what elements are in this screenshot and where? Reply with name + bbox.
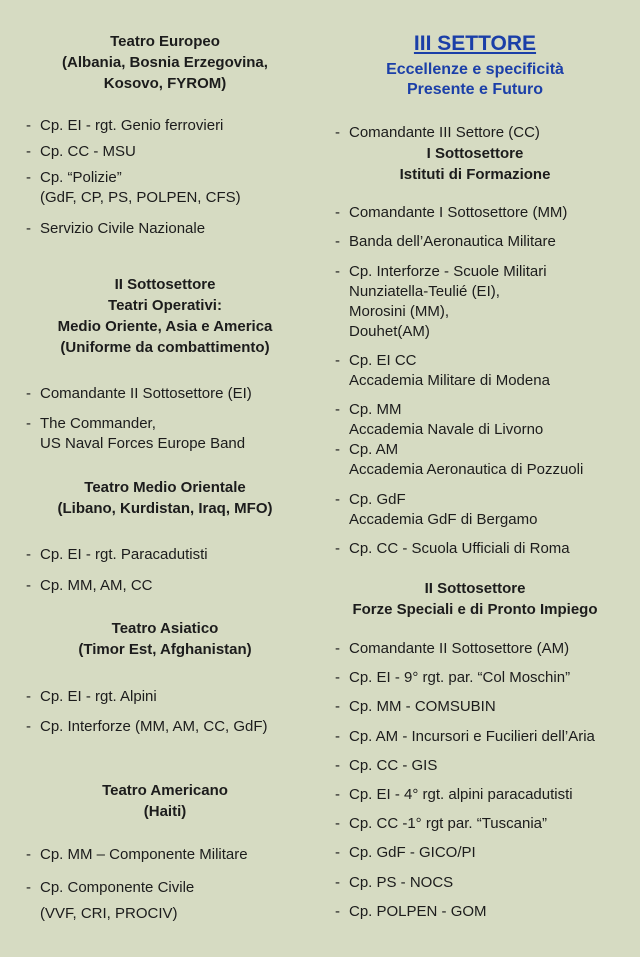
list-item: - Cp. EI - 4° rgt. alpini paracadutisti [335,785,573,805]
list-item: - Cp. CC -1° rgt par. “Tuscania” [335,814,547,834]
list-item: - Cp. EI - 9° rgt. par. “Col Moschin” [335,668,570,688]
list-item: - Cp. “Polizie” (GdF, CP, PS, POLPEN, CFS) [26,168,241,208]
list-item: - Cp. POLPEN - GOM [335,902,487,922]
list-item: - Cp. CC - GIS [335,756,437,776]
list-item: - Cp. MM – Componente Militare [26,845,248,865]
list-item: - Cp. MM Accademia Navale di Livorno [335,400,543,440]
list-item: - Cp. Componente Civile (VVF, CRI, PROCIV) [26,875,194,927]
settore-title: III SETTORE [413,32,537,55]
list-item: - Comandante III Settore (CC) [335,123,540,143]
list-item: - Cp. Interforze - Scuole Militari Nunziatella-Teulié (EI), Morosini (MM), Douhet(AM) [335,262,547,342]
teatro-europeo-heading: Teatro Europeo (Albania, Bosnia Erzegovina, Kosovo, FYROM) [62,33,268,92]
list-item: - Comandante I Sottosettore (MM) [335,203,567,223]
list-item: - Cp. EI - rgt. Alpini [26,687,157,707]
list-item: - Cp. AM Accademia Aeronautica di Pozzuoli [335,440,583,480]
list-item: - Cp. GdF Accademia GdF di Bergamo [335,490,537,530]
list-item: - Cp. AM - Incursori e Fucilieri dell’Aria [335,727,595,747]
i-sottosettore-heading: I Sottosettore Istituti di Formazione [399,145,551,183]
teatro-medio-orientale-heading: Teatro Medio Orientale (Libano, Kurdistan, Iraq, MFO) [57,479,273,517]
list-item: - Cp. EI - rgt. Genio ferrovieri [26,116,223,136]
settore-subtitle: Eccellenze e specificità Presente e Futuro [386,61,564,98]
list-item: - Banda dell’Aeronautica Militare [335,232,556,252]
list-item: - Comandante II Sottosettore (EI) [26,384,252,404]
list-item: - Cp. CC - MSU [26,142,136,162]
list-item: - Cp. EI - rgt. Paracadutisti [26,545,208,565]
list-item: - Cp. EI CC Accademia Militare di Modena [335,351,550,391]
teatro-asiatico-heading: Teatro Asiatico (Timor Est, Afghanistan) [78,620,252,658]
list-item: - Cp. Interforze (MM, AM, CC, GdF) [26,717,268,737]
list-item: - Cp. CC - Scuola Ufficiali di Roma [335,539,570,559]
list-item: - Cp. MM - COMSUBIN [335,697,496,717]
teatro-americano-heading: Teatro Americano (Haiti) [102,782,228,820]
ii-sottosettore-forze-heading: II Sottosettore Forze Speciali e di Pronto Impiego [352,580,598,618]
list-item: - Cp. MM, AM, CC [26,576,153,596]
ii-sottosettore-heading: II Sottosettore Teatri Operativi: Medio Oriente, Asia e America (Uniforme da combattimento) [57,276,273,356]
list-item: - Cp. PS - NOCS [335,873,453,893]
list-item: - Comandante II Sottosettore (AM) [335,639,569,659]
list-item: - The Commander, US Naval Forces Europe Band [26,414,245,454]
list-item: - Cp. GdF - GICO/PI [335,843,476,863]
list-item: - Servizio Civile Nazionale [26,219,205,239]
